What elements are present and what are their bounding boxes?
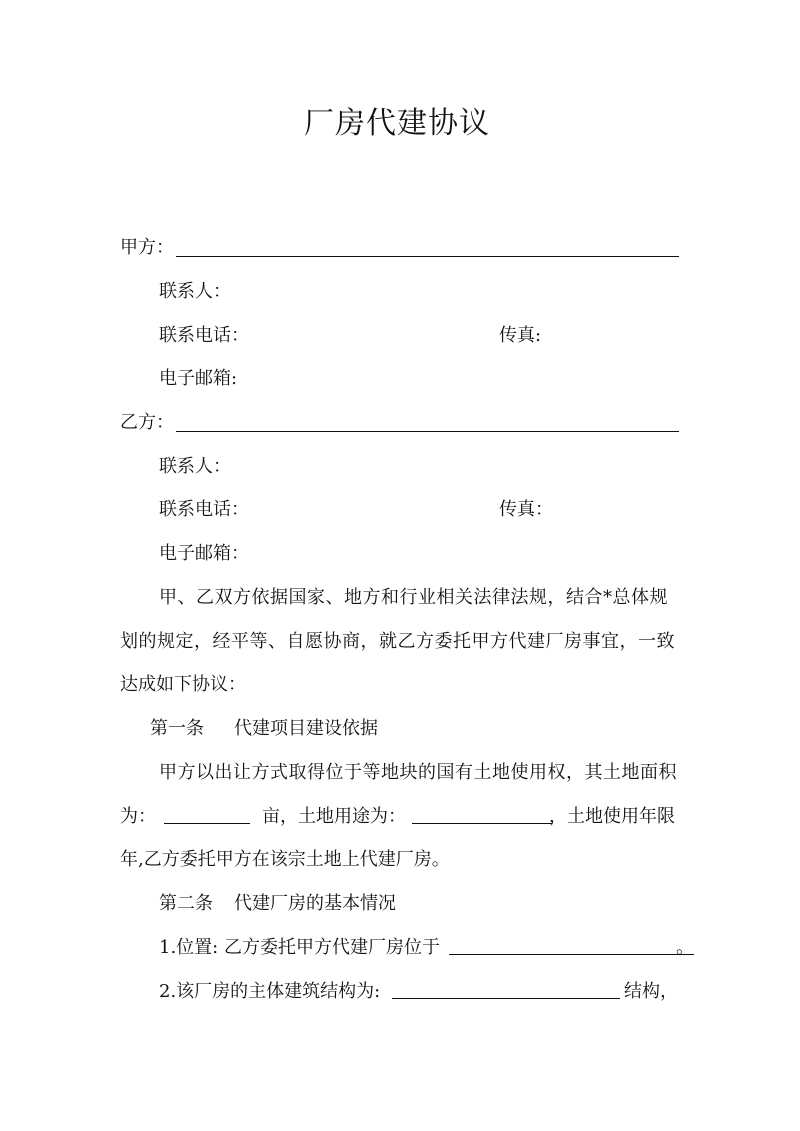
article-2-item-2-end: 结构， bbox=[624, 981, 678, 1002]
structure-blank bbox=[392, 998, 620, 999]
party-b-phone-label: 联系电话： bbox=[159, 499, 249, 520]
land-area-blank bbox=[164, 823, 250, 824]
party-a-email-label: 电子邮箱: bbox=[159, 368, 238, 389]
party-b-contact-label: 联系人： bbox=[159, 456, 231, 477]
article-1-line-1: 甲方以出让方式取得位于等地块的国有土地使用权，其土地面积 bbox=[159, 762, 677, 783]
party-a-label: 甲方： bbox=[120, 237, 174, 258]
location-blank bbox=[449, 954, 694, 955]
preamble-line-3: 达成如下协议： bbox=[120, 674, 246, 695]
article-2-item-1: 1.位置: 乙方委托甲方代建厂房位于 bbox=[159, 937, 440, 958]
document-title: 厂房代建协议 bbox=[304, 106, 490, 141]
article-1-line-2-mid: 亩，土地用途为： bbox=[262, 806, 406, 827]
article-1-line-3: 年,乙方委托甲方在该宗土地上代建厂房。 bbox=[120, 849, 450, 870]
party-b-label: 乙方： bbox=[120, 412, 174, 433]
land-use-blank bbox=[412, 823, 552, 824]
article-2-item-1-end: 。 bbox=[676, 937, 694, 958]
preamble-line-2: 划的规定，经平等、自愿协商，就乙方委托甲方代建厂房事宜，一致 bbox=[120, 631, 675, 652]
party-a-contact-label: 联系人： bbox=[159, 281, 231, 302]
article-2-number: 第二条 bbox=[159, 893, 213, 914]
article-1-heading: 代建项目建设依据 bbox=[234, 718, 378, 739]
article-1-number: 第一条 bbox=[150, 718, 204, 739]
party-a-fax-label: 传真: bbox=[499, 325, 542, 346]
preamble-line-1: 甲、乙双方依据国家、地方和行业相关法律法规，结合*总体规 bbox=[159, 587, 668, 608]
party-a-phone-label: 联系电话： bbox=[159, 325, 249, 346]
article-1-line-2-suffix: ，土地使用年限 bbox=[549, 806, 675, 827]
party-b-fax-label: 传真： bbox=[499, 499, 553, 520]
party-a-blank-line bbox=[176, 256, 679, 257]
article-1-line-2-prefix: 为： bbox=[120, 806, 156, 827]
article-2-item-2: 2.该厂房的主体建筑结构为: bbox=[159, 981, 381, 1002]
article-2-heading: 代建厂房的基本情况 bbox=[234, 893, 396, 914]
party-b-blank-line bbox=[176, 431, 679, 432]
party-b-email-label: 电子邮箱： bbox=[159, 543, 249, 564]
